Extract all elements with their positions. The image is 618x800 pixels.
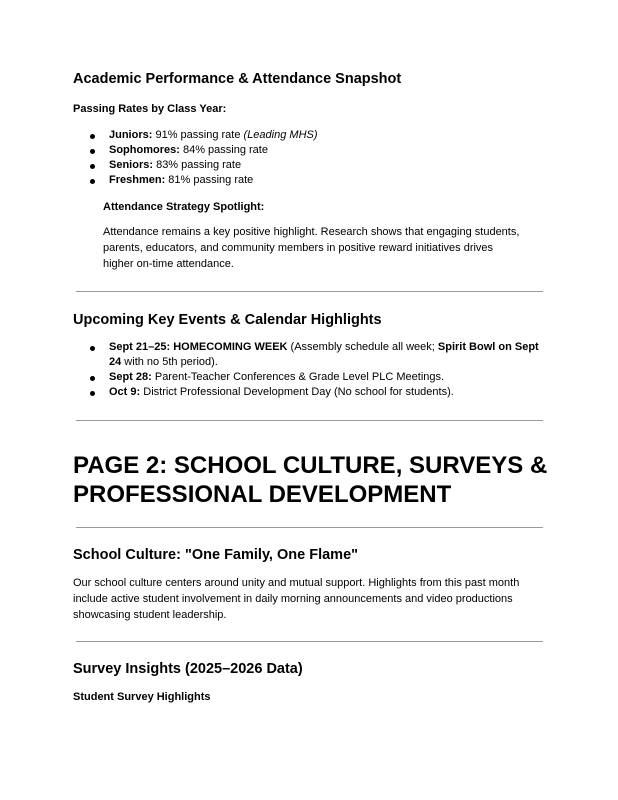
survey-section-title: Survey Insights (2025–2026 Data) (73, 661, 303, 677)
class-year-label: Seniors: (109, 159, 154, 171)
page2-title: PAGE 2: SCHOOL CULTURE, SURVEYS & PROFESSIONAL DEVELOPMENT (73, 452, 548, 508)
bullet-icon (90, 134, 95, 139)
event-text: with no 5th period). (121, 356, 218, 368)
bullet-icon (90, 164, 95, 169)
class-year-label: Freshmen: (109, 174, 166, 186)
passing-rate-note: (Leading MHS) (243, 129, 318, 141)
event-text: Parent-Teacher Conferences & Grade Level PLC Meetings. (151, 371, 445, 383)
attendance-spotlight-heading: Attendance Strategy Spotlight: (103, 201, 265, 213)
passing-rate-text: 83% passing rate (153, 159, 242, 171)
passing-rates-list (88, 128, 318, 188)
passing-rate-text: 81% passing rate (165, 174, 254, 186)
culture-section-title: School Culture: "One Family, One Flame" (73, 547, 359, 563)
class-year-label: Sophomores: (109, 144, 180, 156)
events-section-title: Upcoming Key Events & Calendar Highlights (73, 312, 382, 328)
list-item (88, 370, 548, 385)
bullet-icon (90, 346, 95, 351)
attendance-spotlight-text: Attendance remains a key positive highlight. Research shows that engaging students, parents, educators, and community members in positive reward initiatives drives higher on-time attendance. (103, 226, 520, 270)
list-item (88, 143, 318, 158)
section-divider (76, 291, 543, 292)
list-item (88, 385, 548, 400)
list-item (88, 340, 548, 370)
passing-rate-text: 84% passing rate (179, 144, 268, 156)
student-survey-heading: Student Survey Highlights (73, 691, 211, 703)
event-date-label: Oct 9: (109, 386, 141, 398)
section-divider (76, 527, 543, 528)
event-text: District Professional Development Day (No school for students). (140, 386, 454, 398)
bullet-icon (90, 391, 95, 396)
list-item (88, 128, 318, 143)
section-divider (76, 641, 543, 642)
event-text: (Assembly schedule all week; (287, 341, 438, 353)
passing-rate-text: 91% passing rate (152, 129, 244, 141)
bullet-icon (90, 179, 95, 184)
event-date-label: Sept 28: (109, 371, 152, 383)
academic-section-title: Academic Performance & Attendance Snapshot (73, 71, 402, 87)
class-year-label: Juniors: (109, 129, 153, 141)
bullet-icon (90, 149, 95, 154)
culture-text: Our school culture centers around unity and mutual support. Highlights from this past month include active student involvement in daily morning announcements and video productions showcasing student leadership. (73, 577, 520, 621)
event-highlight-label: Spirit Bowl on Sept 24 (109, 341, 539, 368)
list-item (88, 158, 318, 173)
list-item (88, 173, 318, 188)
events-list (88, 340, 548, 400)
passing-rates-heading: Passing Rates by Class Year: (73, 103, 227, 115)
section-divider (76, 420, 543, 421)
event-date-label: Sept 21–25: HOMECOMING WEEK (109, 341, 288, 353)
bullet-icon (90, 376, 95, 381)
